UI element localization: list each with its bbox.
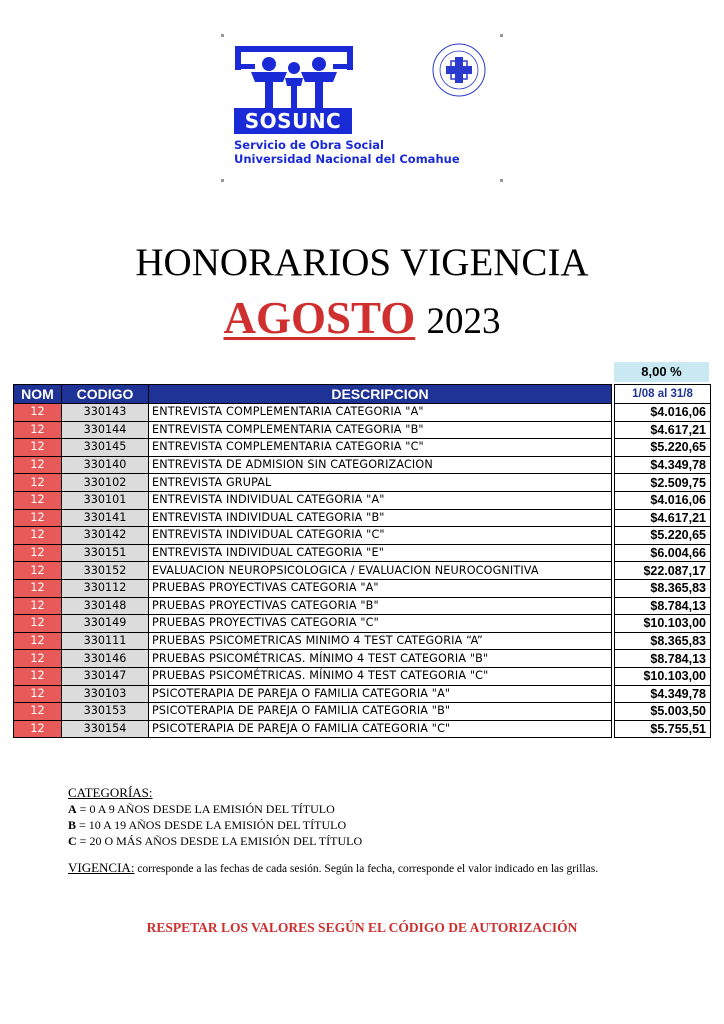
vigencia-text: corresponde a las fechas de cada sesión. Según la fecha, corresponde el valor indicado en las grillas. (134, 863, 599, 875)
valor-cell: $4.349,78 (615, 456, 711, 474)
valor-cell: $6.004,66 (615, 544, 711, 562)
table-row (14, 615, 711, 633)
descripcion-cell: ENTREVISTA DE ADMISION SIN CATEGORIZACION (149, 456, 612, 474)
valor-cell: $8.784,13 (615, 597, 711, 615)
category-c: C = 20 O MÁS AÑOS DESDE LA EMISIÓN DEL TÍTULO (68, 834, 363, 848)
col-header-descripcion: DESCRIPCION (149, 385, 612, 404)
table-row (14, 579, 711, 597)
col-header-nom: NOM (14, 385, 62, 404)
codigo-cell: 330141 (62, 509, 149, 527)
table-row (14, 404, 711, 422)
nom-cell: 12 (14, 667, 62, 685)
logo-wordmark: SOSUNC (234, 108, 352, 134)
valor-cell: $4.016,06 (615, 491, 711, 509)
descripcion-cell: ENTREVISTA INDIVIDUAL CATEGORIA "A" (149, 491, 612, 509)
codigo-cell: 330151 (62, 544, 149, 562)
table-row (14, 562, 711, 580)
table-row (14, 632, 711, 650)
page-title: HONORARIOS VIGENCIA (135, 241, 589, 284)
nom-cell: 12 (14, 439, 62, 457)
descripcion-cell: ENTREVISTA INDIVIDUAL CATEGORIA "C" (149, 527, 612, 545)
table-header-row (14, 385, 711, 404)
nom-cell: 12 (14, 544, 62, 562)
valor-cell: $8.365,83 (615, 579, 711, 597)
descripcion-cell: ENTREVISTA COMPLEMENTARIA CATEGORIA "C" (149, 439, 612, 457)
codigo-cell: 330143 (62, 404, 149, 422)
categories-notes (68, 785, 362, 849)
logo-line-1: Servicio de Obra Social (234, 138, 384, 152)
table-row (14, 527, 711, 545)
table-row (14, 650, 711, 668)
descripcion-cell: PRUEBAS PROYECTIVAS CATEGORIA "B" (149, 597, 612, 615)
valor-cell: $5.220,65 (615, 527, 711, 545)
category-b: B = 10 A 19 AÑOS DESDE LA EMISIÓN DEL TÍTULO (68, 818, 347, 832)
descripcion-cell: ENTREVISTA GRUPAL (149, 474, 612, 492)
category-a: A = 0 A 9 AÑOS DESDE LA EMISIÓN DEL TÍTULO (68, 802, 335, 816)
table-row (14, 421, 711, 439)
codigo-cell: 330102 (62, 474, 149, 492)
nom-cell: 12 (14, 509, 62, 527)
nom-cell: 12 (14, 632, 62, 650)
codigo-cell: 330112 (62, 579, 149, 597)
nom-cell: 12 (14, 579, 62, 597)
table-row (14, 439, 711, 457)
table-row (14, 491, 711, 509)
period-heading (0, 292, 724, 344)
valor-cell: $2.509,75 (615, 474, 711, 492)
valor-cell: $8.365,83 (615, 632, 711, 650)
valor-cell: $5.003,50 (615, 703, 711, 721)
descripcion-cell: ENTREVISTA INDIVIDUAL CATEGORIA "E" (149, 544, 612, 562)
col-header-period: 1/08 al 31/8 (615, 385, 711, 404)
descripcion-cell: PRUEBAS PSICOMÉTRICAS. MÍNIMO 4 TEST CATEGORIA "B" (149, 650, 612, 668)
valor-cell: $5.755,51 (615, 720, 711, 738)
codigo-cell: 330140 (62, 456, 149, 474)
codigo-cell: 330103 (62, 685, 149, 703)
descripcion-cell: PRUEBAS PROYECTIVAS CATEGORIA "C" (149, 615, 612, 633)
valor-cell: $22.087,17 (615, 562, 711, 580)
year-label: 2023 (426, 301, 501, 342)
nom-cell: 12 (14, 685, 62, 703)
codigo-cell: 330152 (62, 562, 149, 580)
vigencia-label: VIGENCIA: (68, 860, 135, 875)
logo-block (221, 34, 503, 182)
codigo-cell: 330145 (62, 439, 149, 457)
descripcion-cell: EVALUACION NEUROPSICOLOGICA / EVALUACION NEUROCOGNITIVA (149, 562, 612, 580)
codigo-cell: 330146 (62, 650, 149, 668)
sosunc-figures-logo (233, 42, 355, 110)
descripcion-cell: PSICOTERAPIA DE PAREJA O FAMILIA CATEGORIA "A" (149, 685, 612, 703)
table-row (14, 544, 711, 562)
codigo-cell: 330149 (62, 615, 149, 633)
descripcion-cell: ENTREVISTA COMPLEMENTARIA CATEGORIA "B" (149, 421, 612, 439)
codigo-cell: 330101 (62, 491, 149, 509)
table-row (14, 509, 711, 527)
descripcion-cell: PRUEBAS PSICOMÉTRICAS. MÍNIMO 4 TEST CATEGORIA "C" (149, 667, 612, 685)
categories-heading: CATEGORÍAS: (68, 785, 153, 800)
col-header-codigo: CODIGO (62, 385, 149, 404)
valor-cell: $10.103,00 (615, 615, 711, 633)
fees-table (13, 384, 711, 738)
logo-line-2: Universidad Nacional del Comahue (234, 152, 460, 166)
descripcion-cell: PRUEBAS PSICOMETRICAS MINIMO 4 TEST CATEGORIA “A” (149, 632, 612, 650)
nom-cell: 12 (14, 597, 62, 615)
nom-cell: 12 (14, 456, 62, 474)
valor-cell: $10.103,00 (615, 667, 711, 685)
descripcion-cell: PRUEBAS PROYECTIVAS CATEGORIA "A" (149, 579, 612, 597)
codigo-cell: 330142 (62, 527, 149, 545)
descripcion-cell: PSICOTERAPIA DE PAREJA O FAMILIA CATEGORIA "B" (149, 703, 612, 721)
codigo-cell: 330154 (62, 720, 149, 738)
codigo-cell: 330144 (62, 421, 149, 439)
codigo-cell: 330153 (62, 703, 149, 721)
table-row (14, 456, 711, 474)
table-row (14, 685, 711, 703)
nom-cell: 12 (14, 404, 62, 422)
codigo-cell: 330111 (62, 632, 149, 650)
nom-cell: 12 (14, 474, 62, 492)
table-row (14, 474, 711, 492)
valor-cell: $8.784,13 (615, 650, 711, 668)
vigencia-note (68, 860, 638, 877)
table-row (14, 597, 711, 615)
nom-cell: 12 (14, 720, 62, 738)
table-row (14, 703, 711, 721)
warning-text: RESPETAR LOS VALORES SEGÚN EL CÓDIGO DE AUTORIZACIÓN (146, 920, 578, 935)
nom-cell: 12 (14, 650, 62, 668)
nom-cell: 12 (14, 615, 62, 633)
nom-cell: 12 (14, 703, 62, 721)
month-label: AGOSTO (223, 293, 416, 343)
nom-cell: 12 (14, 421, 62, 439)
codigo-cell: 330148 (62, 597, 149, 615)
codigo-cell: 330147 (62, 667, 149, 685)
nom-cell: 12 (14, 527, 62, 545)
valor-cell: $4.617,21 (615, 509, 711, 527)
increase-percent: 8,00 % (614, 362, 709, 382)
descripcion-cell: PSICOTERAPIA DE PAREJA O FAMILIA CATEGORIA "C" (149, 720, 612, 738)
university-seal (431, 42, 487, 98)
nom-cell: 12 (14, 562, 62, 580)
table-row (14, 720, 711, 738)
descripcion-cell: ENTREVISTA INDIVIDUAL CATEGORIA "B" (149, 509, 612, 527)
nom-cell: 12 (14, 491, 62, 509)
valor-cell: $4.617,21 (615, 421, 711, 439)
valor-cell: $4.349,78 (615, 685, 711, 703)
valor-cell: $5.220,65 (615, 439, 711, 457)
valor-cell: $4.016,06 (615, 404, 711, 422)
descripcion-cell: ENTREVISTA COMPLEMENTARIA CATEGORIA "A" (149, 404, 612, 422)
table-row (14, 667, 711, 685)
